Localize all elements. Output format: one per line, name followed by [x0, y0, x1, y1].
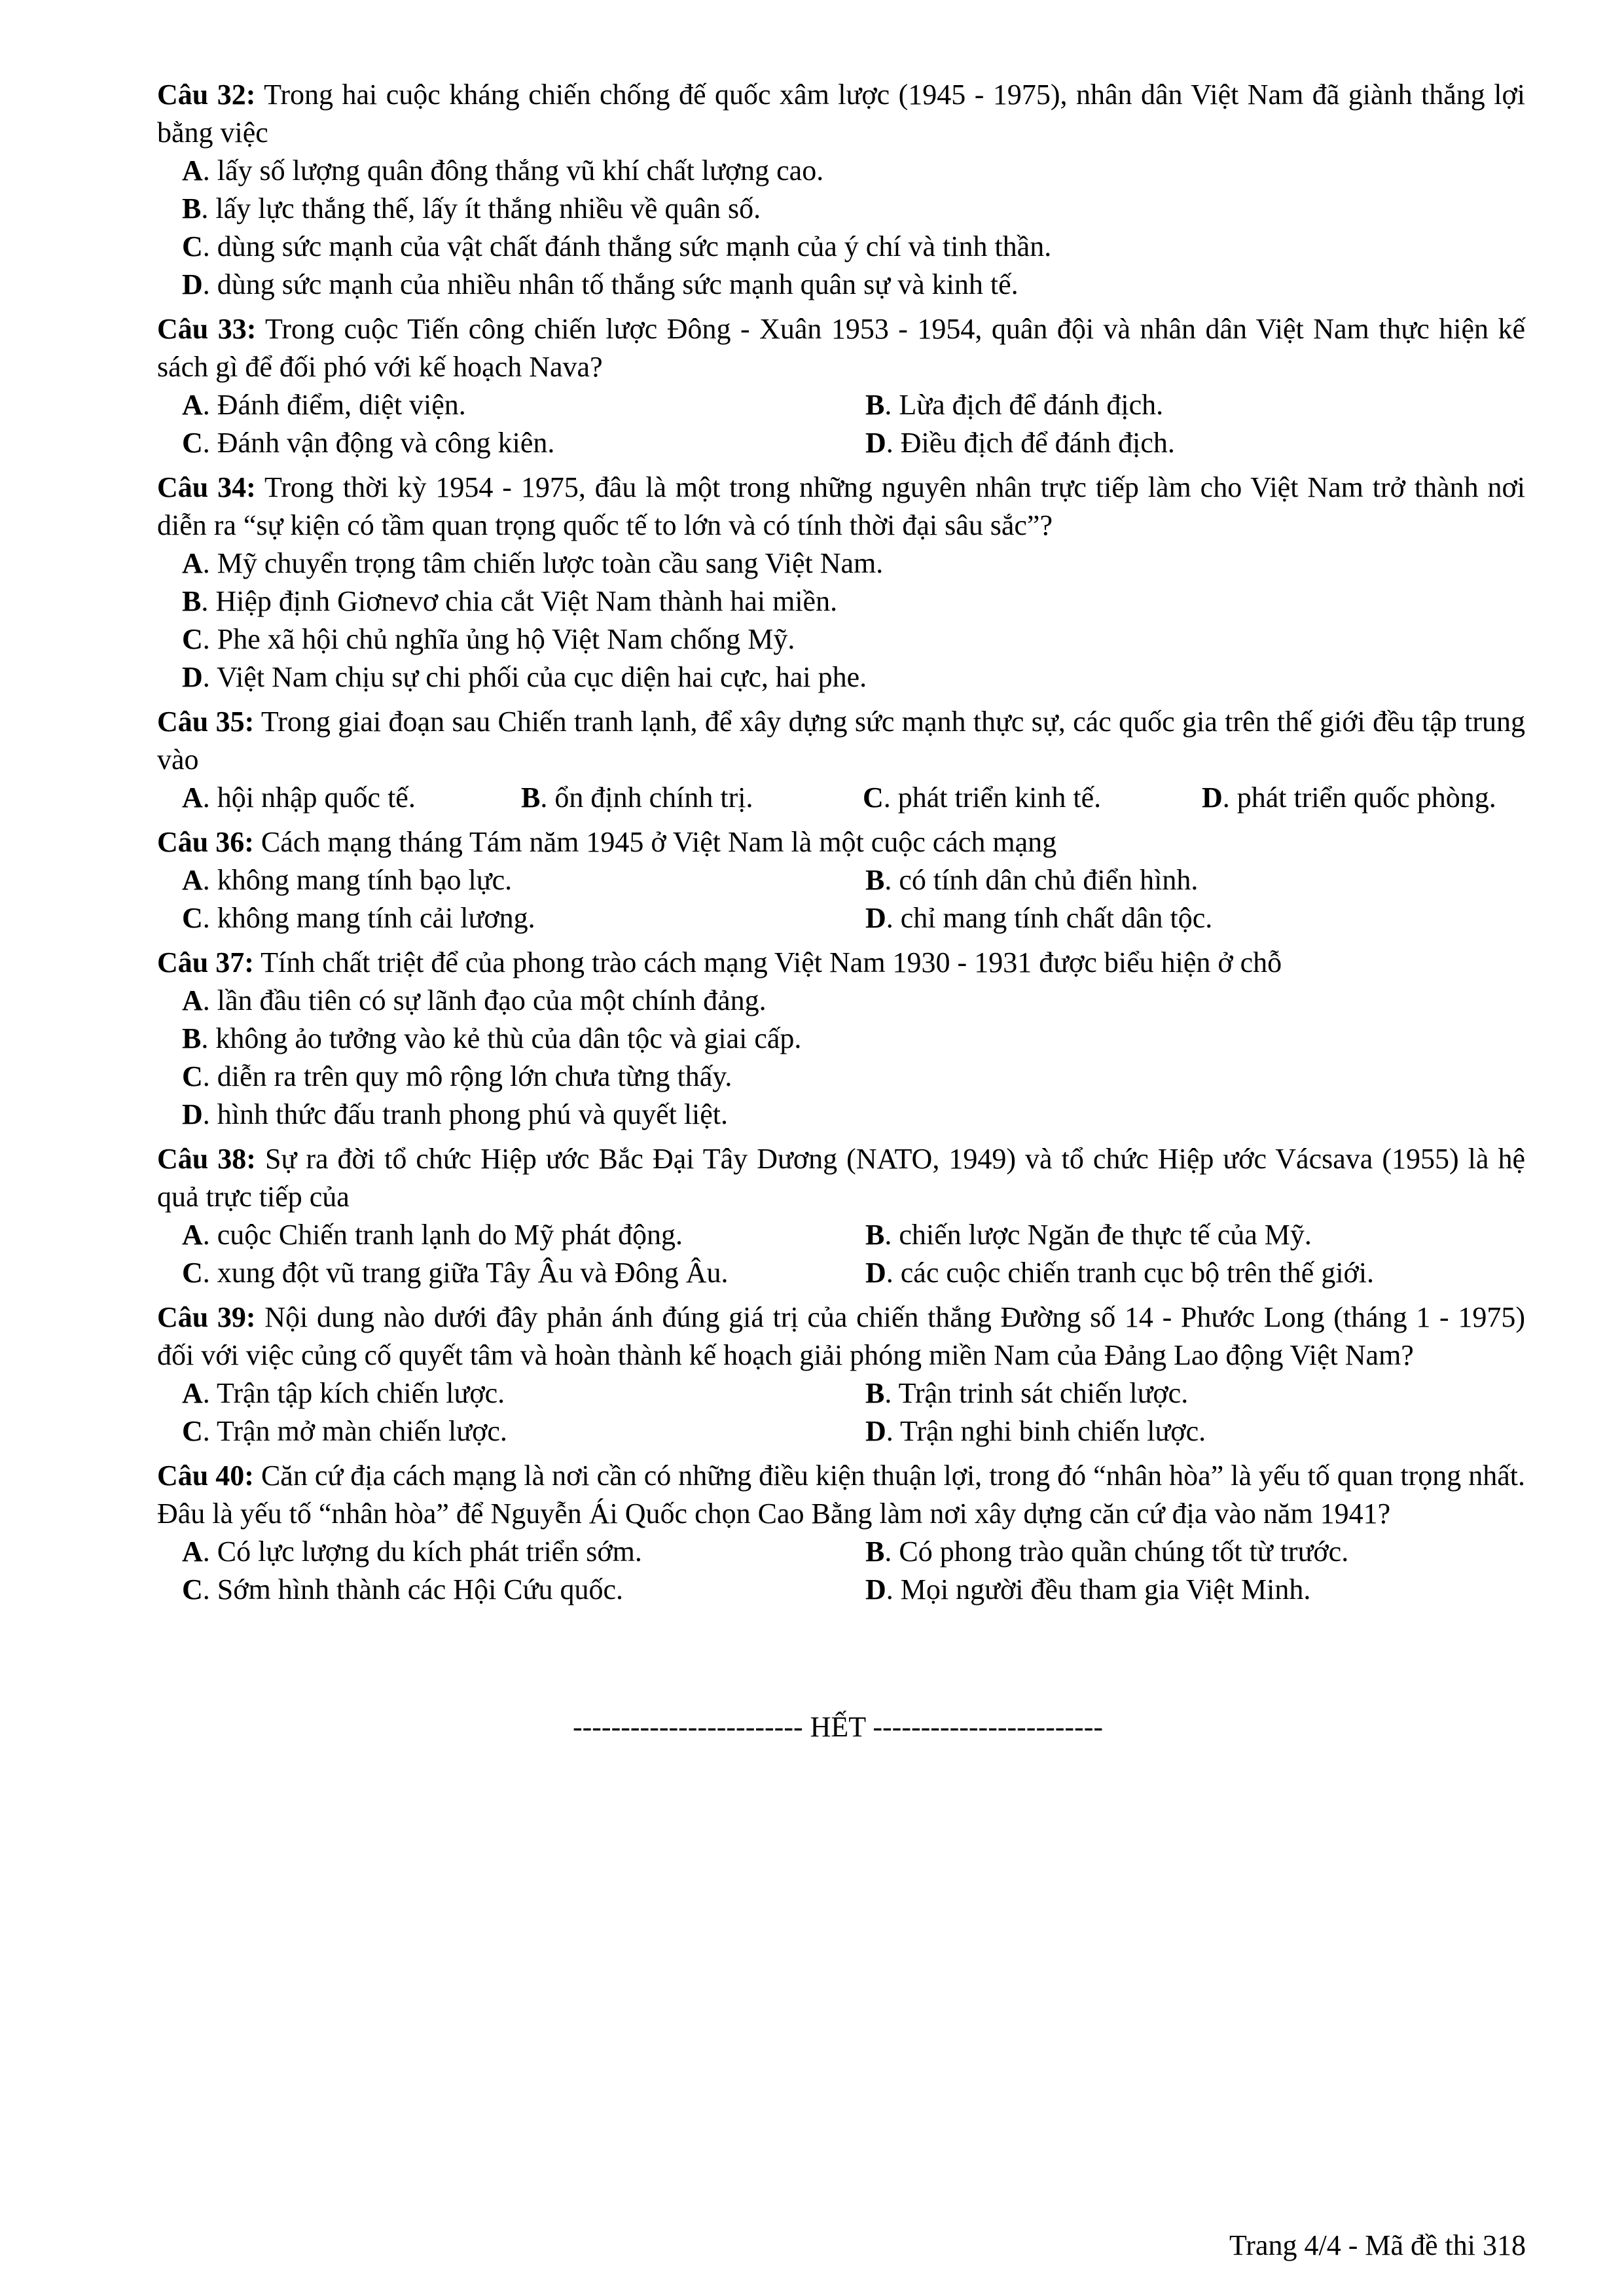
option-text: . Đánh vận động và công kiên.	[202, 427, 555, 459]
option-text: . Đánh điểm, diệt viện.	[202, 389, 466, 421]
option-letter: C	[182, 427, 203, 459]
option-c	[182, 424, 865, 462]
option-text: . hình thức đấu tranh phong phú và quyết liệt.	[202, 1098, 729, 1130]
option-text: . Có lực lượng du kích phát triển sớm.	[202, 1535, 642, 1568]
question-35	[157, 703, 1525, 817]
option-d	[1202, 779, 1568, 817]
option-text: . Phe xã hội chủ nghĩa ủng hộ Việt Nam chống Mỹ.	[202, 623, 795, 655]
question-number: Câu 32:	[157, 79, 256, 111]
option-letter: B	[182, 1022, 202, 1054]
option-text: . chỉ mang tính chất dân tộc.	[886, 902, 1213, 934]
question-section	[157, 76, 1525, 1615]
option-letter: A	[182, 1377, 203, 1409]
option-letter: D	[1202, 781, 1223, 814]
option-text: . Việt Nam chịu sự chi phối của cục diện hai cực, hai phe.	[202, 661, 867, 693]
option-a	[182, 152, 1525, 190]
option-a	[182, 386, 865, 424]
option-b	[865, 1533, 1553, 1571]
question-number: Câu 40:	[157, 1460, 254, 1492]
question-38	[157, 1140, 1525, 1292]
answer-options	[157, 1216, 1525, 1292]
option-text: . chiến lược Ngăn đe thực tế của Mỹ.	[884, 1219, 1312, 1251]
option-letter: B	[865, 1219, 885, 1251]
question-text: Căn cứ địa cách mạng là nơi cần có những điều kiện thuận lợi, trong đó “nhân hòa” là yếu tố quan trọng nhất. Đâu là yếu tố “nhân hòa” để Nguyễn Ái Quốc chọn Cao Bằng làm nơi xây dựng căn cứ địa vào năm 1941?	[157, 1460, 1526, 1530]
option-c	[182, 899, 865, 937]
option-a	[182, 861, 865, 899]
option-text: . dùng sức mạnh của nhiều nhân tố thắng sức mạnh quân sự và kinh tế.	[202, 268, 1019, 300]
option-c	[182, 1254, 865, 1292]
question-stem	[157, 469, 1525, 545]
option-letter: D	[865, 902, 886, 934]
option-text: . Sớm hình thành các Hội Cứu quốc.	[202, 1573, 624, 1605]
question-39	[157, 1299, 1525, 1450]
option-letter: C	[182, 623, 203, 655]
question-37	[157, 944, 1525, 1134]
question-34	[157, 469, 1525, 696]
answer-options	[157, 386, 1525, 462]
answer-options	[157, 779, 1525, 817]
option-letter: C	[182, 1415, 203, 1447]
option-letter: B	[865, 1377, 885, 1409]
option-letter: B	[521, 781, 541, 814]
option-c	[182, 228, 1525, 266]
question-number: Câu 34:	[157, 471, 256, 503]
option-text: . diễn ra trên quy mô rộng lớn chưa từng thấy.	[202, 1060, 732, 1092]
question-number: Câu 39:	[157, 1301, 256, 1333]
option-text: . lấy lực thắng thế, lấy ít thắng nhiều về quân số.	[201, 192, 761, 224]
answer-options	[157, 152, 1525, 304]
option-a	[182, 1533, 865, 1571]
question-number: Câu 33:	[157, 313, 257, 345]
option-text: . phát triển quốc phòng.	[1222, 781, 1496, 814]
option-letter: C	[182, 1257, 203, 1289]
answer-options	[157, 1374, 1525, 1450]
option-letter: C	[863, 781, 884, 814]
question-text: Trong giai đoạn sau Chiến tranh lạnh, để xây dựng sức mạnh thực sự, các quốc gia trên thế giới đều tập trung vào	[157, 706, 1525, 776]
option-letter: B	[865, 389, 885, 421]
question-text: Sự ra đời tổ chức Hiệp ước Bắc Đại Tây Dương (NATO, 1949) và tổ chức Hiệp ước Vácsava (1955) là hệ quả trực tiếp của	[157, 1143, 1525, 1213]
question-number: Câu 36:	[157, 826, 254, 858]
option-b	[521, 779, 863, 817]
option-c	[182, 1412, 865, 1450]
option-text: . Trận trinh sát chiến lược.	[884, 1377, 1189, 1409]
option-letter: D	[865, 1573, 886, 1605]
option-b	[182, 190, 1525, 228]
option-letter: D	[182, 268, 203, 300]
option-letter: A	[182, 389, 203, 421]
question-32	[157, 76, 1525, 304]
answer-options	[157, 982, 1525, 1134]
option-a	[182, 982, 1525, 1020]
option-b	[865, 861, 1553, 899]
option-text: . ổn định chính trị.	[540, 781, 753, 814]
option-d	[182, 658, 1525, 696]
answer-options	[157, 545, 1525, 696]
question-stem	[157, 944, 1525, 982]
option-letter: C	[182, 230, 203, 262]
option-letter: A	[182, 547, 203, 579]
question-40	[157, 1457, 1525, 1609]
answer-options	[157, 1533, 1525, 1609]
option-text: . Có phong trào quần chúng tốt từ trước.	[884, 1535, 1349, 1568]
option-letter: B	[182, 192, 202, 224]
option-c	[182, 1058, 1525, 1096]
page-footer: Trang 4/4 - Mã đề thi 318	[1229, 2229, 1526, 2261]
option-c	[182, 620, 1525, 658]
question-stem	[157, 1299, 1525, 1374]
option-letter: D	[865, 1257, 886, 1289]
option-c	[863, 779, 1202, 817]
question-36	[157, 823, 1525, 937]
option-text: . Mọi người đều tham gia Việt Minh.	[886, 1573, 1311, 1605]
option-text: . các cuộc chiến tranh cục bộ trên thế giới.	[886, 1257, 1375, 1289]
question-number: Câu 37:	[157, 946, 254, 978]
answer-options	[157, 861, 1525, 937]
question-number: Câu 35:	[157, 706, 255, 738]
question-stem	[157, 76, 1525, 152]
option-text: . Trận tập kích chiến lược.	[202, 1377, 505, 1409]
option-letter: A	[182, 984, 203, 1016]
option-d	[865, 1254, 1553, 1292]
option-letter: A	[182, 781, 203, 814]
option-b	[182, 1020, 1525, 1058]
option-letter: A	[182, 1535, 203, 1568]
question-text: Nội dung nào dưới đây phản ánh đúng giá trị của chiến thắng Đường số 14 - Phước Long (tháng 1 - 1975) đối với việc củng cố quyết tâm và hoàn thành kế hoạch giải phóng miền Nam của Đảng Lao động Việt Nam?	[157, 1301, 1525, 1371]
option-b	[182, 583, 1525, 620]
question-text: Trong cuộc Tiến công chiến lược Đông - Xuân 1953 - 1954, quân đội và nhân dân Việt Nam thực hiện kế sách gì để đối phó với kế hoạch Nava?	[157, 313, 1526, 383]
option-d	[182, 1096, 1525, 1134]
option-letter: C	[182, 902, 203, 934]
option-letter: D	[182, 661, 203, 693]
question-stem	[157, 1457, 1525, 1533]
option-text: . dùng sức mạnh của vật chất đánh thắng sức mạnh của ý chí và tinh thần.	[202, 230, 1052, 262]
option-letter: C	[182, 1060, 203, 1092]
option-text: . xung đột vũ trang giữa Tây Âu và Đông Âu.	[202, 1257, 729, 1289]
option-letter: C	[182, 1573, 203, 1605]
option-letter: D	[865, 427, 886, 459]
option-a	[182, 1216, 865, 1254]
question-33	[157, 310, 1525, 462]
option-letter: D	[182, 1098, 203, 1130]
option-b	[865, 1216, 1553, 1254]
question-text: Cách mạng tháng Tám năm 1945 ở Việt Nam là một cuộc cách mạng	[261, 826, 1057, 858]
option-text: . lấy số lượng quân đông thắng vũ khí chất lượng cao.	[202, 154, 824, 187]
option-text: . cuộc Chiến tranh lạnh do Mỹ phát động.	[202, 1219, 683, 1251]
option-d	[182, 266, 1525, 304]
option-text: . phát triển kinh tế.	[883, 781, 1102, 814]
question-text: Trong thời kỳ 1954 - 1975, đâu là một trong những nguyên nhân trực tiếp làm cho Việt Nam trở thành nơi diễn ra “sự kiện có tầm quan trọng quốc tế to lớn và có tính thời đại sâu sắc”?	[157, 471, 1525, 541]
option-a	[182, 1374, 865, 1412]
option-text: . lần đầu tiên có sự lãnh đạo của một chính đảng.	[202, 984, 767, 1016]
question-stem	[157, 1140, 1525, 1216]
option-b	[865, 1374, 1553, 1412]
option-letter: A	[182, 864, 203, 896]
option-letter: B	[182, 585, 202, 617]
option-text: . Trận mở màn chiến lược.	[202, 1415, 507, 1447]
option-letter: B	[865, 864, 885, 896]
question-text: Trong hai cuộc kháng chiến chống đế quốc xâm lược (1945 - 1975), nhân dân Việt Nam đã giành thắng lợi bằng việc	[157, 79, 1525, 149]
option-text: . có tính dân chủ điển hình.	[884, 864, 1199, 896]
option-text: . không ảo tưởng vào kẻ thù của dân tộc và giai cấp.	[201, 1022, 802, 1054]
option-text: . Hiệp định Giơnevơ chia cắt Việt Nam thành hai miền.	[201, 585, 838, 617]
option-text: . Lừa địch để đánh địch.	[884, 389, 1164, 421]
option-d	[865, 1571, 1553, 1609]
question-stem	[157, 703, 1525, 779]
option-text: . không mang tính bạo lực.	[202, 864, 513, 896]
option-letter: B	[865, 1535, 885, 1568]
question-number: Câu 38:	[157, 1143, 256, 1175]
option-d	[865, 899, 1553, 937]
option-a	[182, 779, 521, 817]
option-c	[182, 1571, 865, 1609]
end-marker: ------------------------ HẾT ------------------------	[572, 1711, 1104, 1743]
option-b	[865, 386, 1553, 424]
option-text: . không mang tính cải lương.	[202, 902, 535, 934]
option-d	[865, 1412, 1553, 1450]
question-text: Tính chất triệt để của phong trào cách mạng Việt Nam 1930 - 1931 được biểu hiện ở chỗ	[261, 946, 1282, 978]
question-stem	[157, 823, 1525, 861]
option-a	[182, 545, 1525, 583]
option-letter: A	[182, 154, 203, 187]
option-d	[865, 424, 1553, 462]
option-text: . hội nhập quốc tế.	[202, 781, 416, 814]
question-stem	[157, 310, 1525, 386]
option-text: . Trận nghi binh chiến lược.	[886, 1415, 1206, 1447]
option-letter: A	[182, 1219, 203, 1251]
option-letter: D	[865, 1415, 886, 1447]
option-text: . Mỹ chuyển trọng tâm chiến lược toàn cầu sang Việt Nam.	[202, 547, 884, 579]
option-text: . Điều địch để đánh địch.	[886, 427, 1175, 459]
